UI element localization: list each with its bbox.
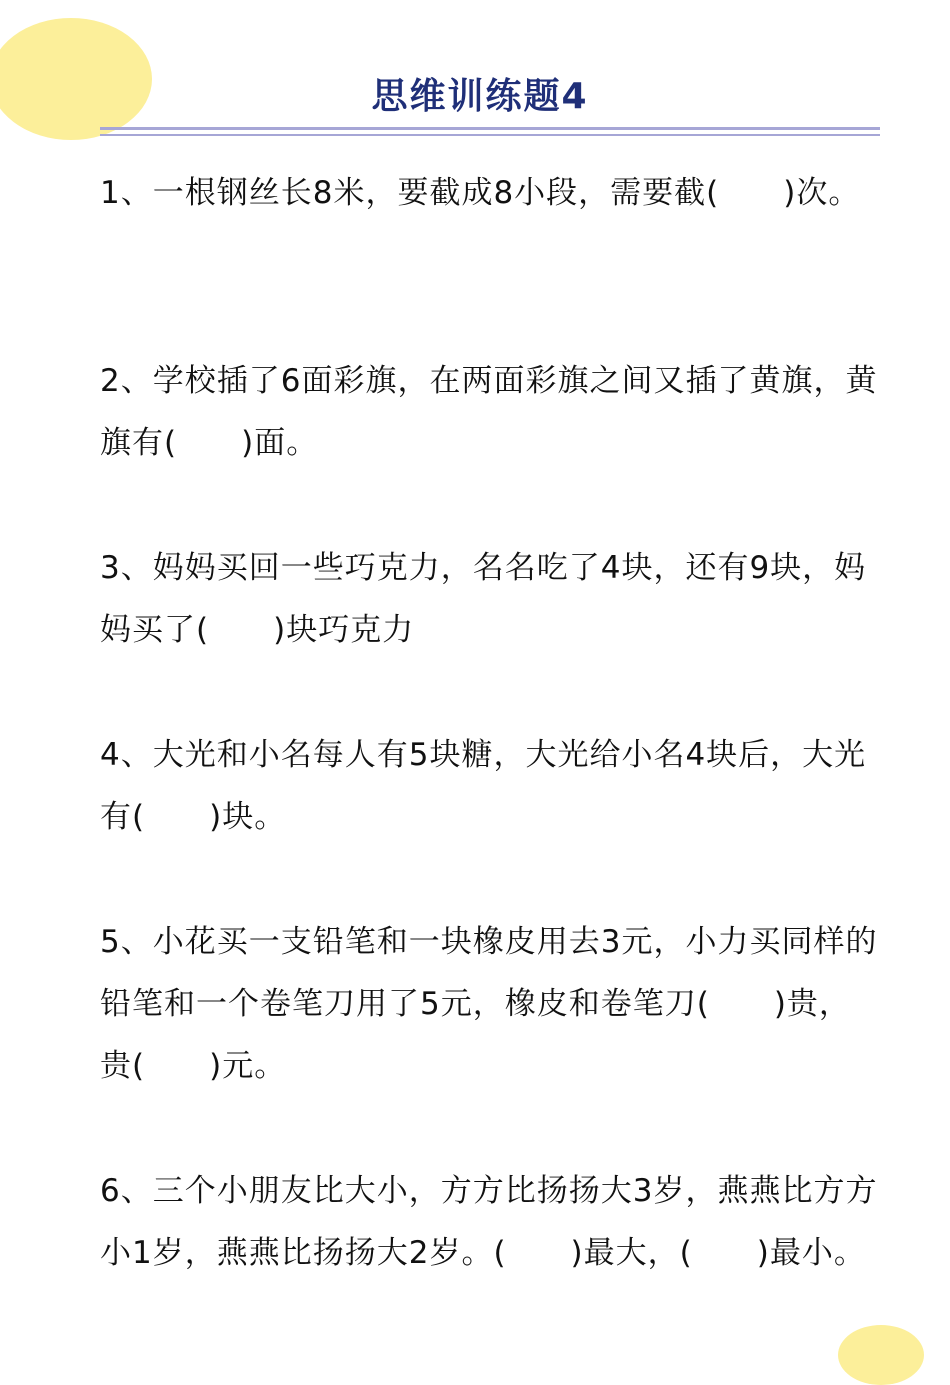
question-1: 1、一根钢丝长8米，要截成8小段，需要截( )次。 <box>100 175 861 211</box>
title-rule-lower <box>100 134 880 136</box>
question-5: 5、小花买一支铅笔和一块橡皮用去3元，小力买同样的铅笔和一个卷笔刀用了5元，橡皮和卷笔刀( )贵，贵( )元。 <box>100 924 878 1084</box>
question-6: 6、三个小朋友比大小，方方比扬扬大3岁，燕燕比方方小1岁，燕燕比扬扬大2岁。( )最大，( )最小。 <box>100 1173 878 1271</box>
question-2: 2、学校插了6面彩旗，在两面彩旗之间又插了黄旗，黄旗有( )面。 <box>100 363 878 461</box>
decorative-circle-bottom <box>838 1325 924 1385</box>
question-4: 4、大光和小名每人有5块糖，大光给小名4块后，大光有( )块。 <box>100 737 867 835</box>
title-rule-upper <box>100 127 880 130</box>
page-title: 思维训练题4 <box>371 76 589 117</box>
question-3: 3、妈妈买回一些巧克力，名名吃了4块，还有9块，妈妈买了( )块巧克力 <box>100 550 867 648</box>
